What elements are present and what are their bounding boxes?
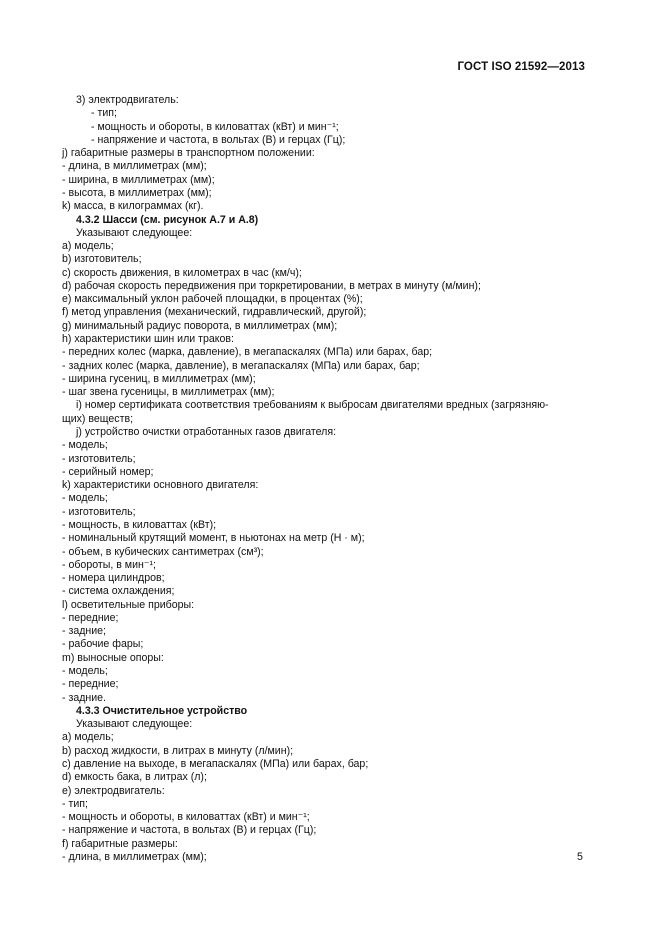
text-line: - объем, в кубических сантиметрах (см³); [62, 545, 264, 558]
text-line: а) модель; [62, 240, 114, 253]
text-line: - модель; [62, 492, 108, 505]
text-line: - обороты, в мин⁻¹; [62, 558, 156, 571]
text-line: Указывают следующее: [76, 226, 193, 239]
text-line: - задние. [62, 691, 107, 704]
text-line: с) скорость движения, в километрах в час (км/ч); [62, 266, 302, 279]
text-line: - изготовитель; [62, 452, 136, 465]
text-line: - рабочие фары; [62, 638, 144, 651]
text-line: k) характеристики основного двигателя: [62, 479, 259, 492]
text-line: а) модель; [62, 731, 114, 744]
text-line: - передних колес (марка, давление), в мегапаскалях (МПа) или барах, бар; [62, 346, 433, 359]
text-line: - длина, в миллиметрах (мм); [62, 850, 207, 863]
text-line: - серийный номер; [62, 465, 154, 478]
text-line: h) характеристики шин или траков: [62, 333, 234, 346]
text-line: b) расход жидкости, в литрах в минуту (л/мин); [62, 744, 294, 757]
text-line: - напряжение и частота, в вольтах (В) и герцах (Гц); [91, 133, 346, 146]
text-line: d) рабочая скорость передвижения при торкретировании, в метрах в минуту (м/мин); [62, 279, 481, 292]
section-heading: 4.3.2 Шасси (см. рисунок А.7 и А.8) [76, 213, 259, 226]
text-line: - мощность и обороты, в киловаттах (кВт) и мин⁻¹; [62, 811, 310, 824]
text-line: i) номер сертификата соответствия требованиям к выбросам двигателями вредных (загрязняю- [76, 399, 549, 412]
text-line: m) выносные опоры: [62, 651, 164, 664]
text-line: - передние; [62, 678, 119, 691]
text-line: - задние; [62, 625, 107, 638]
text-line: е) максимальный уклон рабочей площадки, в процентах (%); [62, 293, 363, 306]
text-line: - задних колес (марка, давление), в мегапаскалях (МПа) или барах, бар; [62, 359, 420, 372]
text-line: - мощность, в киловаттах (кВт); [62, 518, 217, 531]
text-line: е) электродвигатель: [62, 784, 165, 797]
text-line: - высота, в миллиметрах (мм); [62, 186, 212, 199]
text-line: d) емкость бака, в литрах (л); [62, 771, 207, 784]
text-line: 3) электродвигатель: [76, 94, 179, 106]
text-line: g) минимальный радиус поворота, в миллиметрах (мм); [62, 319, 338, 332]
text-line: - мощность и обороты, в киловаттах (кВт) и мин⁻¹; [91, 120, 339, 133]
text-line: f) метод управления (механический, гидравлический, другой); [62, 306, 367, 319]
text-line: - длина, в миллиметрах (мм); [62, 160, 207, 173]
text-line: - номера цилиндров; [62, 572, 165, 585]
text-line: с) давление на выходе, в мегапаскалях (МПа) или барах, бар; [62, 758, 369, 770]
text-line: - изготовитель; [62, 505, 136, 518]
text-line: j) габаритные размеры в транспортном положении: [62, 147, 315, 160]
text-line: Указывают следующее: [76, 718, 193, 731]
text-line: - передние; [62, 611, 119, 624]
text-line: f) габаритные размеры: [62, 837, 178, 850]
text-line: - напряжение и частота, в вольтах (В) и герцах (Гц); [62, 824, 317, 837]
text-line: - шаг звена гусеницы, в миллиметрах (мм); [62, 386, 275, 399]
text-line: b) изготовитель; [62, 253, 142, 266]
page-number: 5 [577, 851, 583, 863]
text-line: - модель; [62, 665, 108, 678]
text-line: - ширина, в миллиметрах (мм); [62, 173, 215, 186]
text-line: j) устройство очистки отработанных газов двигателя: [76, 426, 337, 438]
text-line: - тип; [62, 797, 88, 810]
text-line: - система охлаждения; [62, 585, 175, 598]
section-heading: 4.3.3 Очистительное устройство [76, 704, 248, 717]
text-line: l) осветительные приборы: [62, 598, 195, 611]
text-line: - модель; [62, 439, 108, 452]
text-line: - ширина гусениц, в миллиметрах (мм); [62, 372, 256, 385]
standard-header: ГОСТ ISO 21592—2013 [457, 61, 585, 73]
text-line: k) масса, в килограммах (кг). [62, 200, 204, 213]
text-line: - номинальный крутящий момент, в ньютонах на метр (Н · м); [62, 532, 365, 545]
text-line: - тип; [91, 107, 117, 120]
text-line: щих) веществ; [62, 412, 134, 425]
